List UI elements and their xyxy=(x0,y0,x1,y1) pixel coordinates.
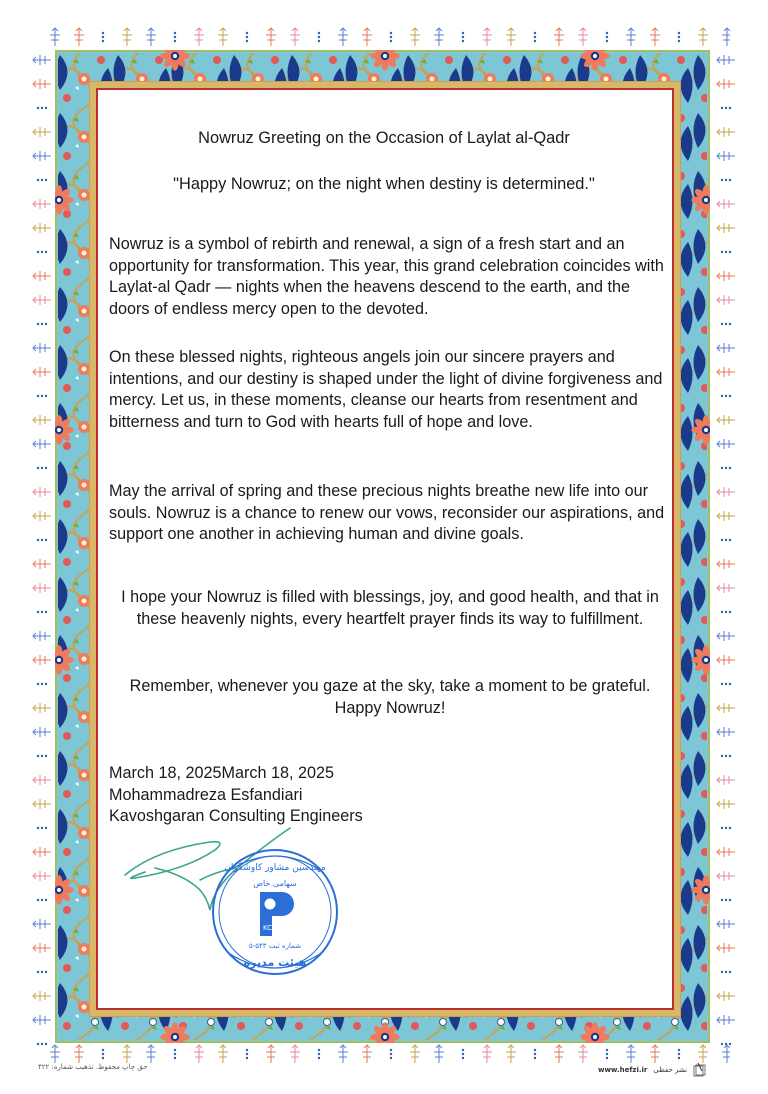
tassel-ornament xyxy=(266,28,276,46)
tassel-ornament xyxy=(717,271,735,281)
tassel-ornament xyxy=(717,847,735,857)
tassel-ornament xyxy=(37,395,47,397)
tassel-ornament xyxy=(33,943,51,953)
tassel-ornament xyxy=(721,899,731,901)
paragraph-3: May the arrival of spring and these precious nights breathe new life into our souls. Nowruz is a chance to renew our vows, reconsider our aspirations, and support one another in achieving human and divine goals. xyxy=(109,482,665,543)
tassel-ornament xyxy=(122,28,132,46)
tassel-ornament xyxy=(650,1045,660,1063)
tassel-ornament xyxy=(174,1049,176,1059)
tassel-ornament xyxy=(33,727,51,737)
tassel-ornament xyxy=(698,1045,708,1063)
tassel-ornament xyxy=(717,223,735,233)
signatory-name: Mohammadreza Esfandiari xyxy=(109,785,303,804)
stamp-sub-text: سهامی خاص xyxy=(253,879,297,888)
tassel-ornament xyxy=(717,199,735,209)
tassel-ornament xyxy=(721,539,731,541)
paragraph-4: I hope your Nowruz is filled with blessings, joy, and good health, and that in these heavenly nights, every heartfelt prayer finds its way to fulfillment. xyxy=(121,588,659,628)
tassel-ornament xyxy=(33,271,51,281)
tassel-ornament xyxy=(33,871,51,881)
tassel-pattern-top xyxy=(40,26,730,48)
tassel-ornament xyxy=(33,151,51,161)
tassel-ornament xyxy=(37,971,47,973)
tassel-ornament xyxy=(33,55,51,65)
tassel-ornament xyxy=(717,799,735,809)
tassel-ornament xyxy=(606,32,608,42)
paragraph-1: Nowruz is a symbol of rebirth and renewal, a sign of a fresh start and an opportunity for transformation. This year, this grand celebration coincides with Laylat-al Qadr — nights when the heavens descend to the earth, and the doors of endless mercy open to the devoted. xyxy=(109,235,664,318)
tassel-ornament xyxy=(462,32,464,42)
tassel-ornament xyxy=(578,28,588,46)
tassel-ornament xyxy=(554,1045,564,1063)
signature-block xyxy=(109,763,363,828)
stamp-graphic xyxy=(115,820,355,980)
tassel-ornament xyxy=(33,199,51,209)
tassel-ornament xyxy=(37,899,47,901)
tassel-ornament xyxy=(717,415,735,425)
tassel-ornament xyxy=(721,755,731,757)
stamp-logo-text: KCE xyxy=(263,924,277,932)
tassel-ornament xyxy=(717,439,735,449)
tassel-ornament xyxy=(37,539,47,541)
tassel-ornament xyxy=(434,1045,444,1063)
tassel-ornament xyxy=(338,1045,348,1063)
tassel-ornament xyxy=(37,755,47,757)
tassel-ornament xyxy=(717,55,735,65)
tassel-ornament xyxy=(290,28,300,46)
tassel-ornament xyxy=(717,79,735,89)
tassel-ornament xyxy=(410,1045,420,1063)
tassel-ornament xyxy=(37,827,47,829)
tassel-ornament xyxy=(626,1045,636,1063)
tassel-ornament xyxy=(721,467,731,469)
tassel-ornament xyxy=(218,1045,228,1063)
document-quote: "Happy Nowruz; on the night when destiny is determined." xyxy=(173,175,595,193)
tassel-ornament xyxy=(218,28,228,46)
tassel-ornament xyxy=(698,28,708,46)
tassel-ornament xyxy=(717,919,735,929)
tassel-ornament xyxy=(37,251,47,253)
tassel-ornament xyxy=(362,1045,372,1063)
ornament-strip-bottom xyxy=(40,1043,730,1065)
tassel-ornament xyxy=(33,775,51,785)
stamp-bottom-text: هیئت مدیره xyxy=(243,956,307,969)
tassel-ornament xyxy=(606,1049,608,1059)
tassel-ornament xyxy=(33,487,51,497)
tassel-ornament xyxy=(33,919,51,929)
tassel-ornament xyxy=(318,1049,320,1059)
tassel-ornament xyxy=(578,1045,588,1063)
tassel-ornament xyxy=(33,343,51,353)
tassel-ornament xyxy=(721,251,731,253)
tassel-ornament xyxy=(554,28,564,46)
tassel-ornament xyxy=(390,32,392,42)
tassel-ornament xyxy=(33,295,51,305)
publisher-name: نشر حفظی xyxy=(653,1066,688,1074)
tassel-ornament xyxy=(717,295,735,305)
tassel-ornament xyxy=(650,28,660,46)
tassel-ornament xyxy=(33,631,51,641)
tassel-ornament xyxy=(33,79,51,89)
tassel-ornament xyxy=(506,28,516,46)
tassel-ornament xyxy=(678,32,680,42)
tassel-ornament xyxy=(146,1045,156,1063)
tassel-pattern-bottom xyxy=(40,1043,730,1065)
tassel-ornament xyxy=(534,32,536,42)
tassel-ornament xyxy=(37,323,47,325)
book-quill-icon xyxy=(693,1063,707,1077)
document-title: Nowruz Greeting on the Occasion of Laylat al-Qadr xyxy=(198,129,570,147)
tassel-ornament xyxy=(434,28,444,46)
company-name: Kavoshgaran Consulting Engineers xyxy=(109,807,363,825)
tassel-ornament xyxy=(318,32,320,42)
tassel-ornament xyxy=(290,1045,300,1063)
tassel-ornament xyxy=(721,971,731,973)
tassel-ornament xyxy=(626,28,636,46)
tassel-ornament xyxy=(390,1049,392,1059)
tassel-ornament xyxy=(37,611,47,613)
tassel-ornament xyxy=(37,107,47,109)
tassel-ornament xyxy=(717,775,735,785)
tassel-ornament xyxy=(33,583,51,593)
tassel-ornament xyxy=(534,1049,536,1059)
tassel-ornament xyxy=(74,1045,84,1063)
tassel-ornament xyxy=(338,28,348,46)
tassel-ornament xyxy=(33,559,51,569)
tassel-ornament xyxy=(246,32,248,42)
tassel-ornament xyxy=(717,343,735,353)
tassel-ornament xyxy=(102,1049,104,1059)
ornament-strip-top xyxy=(40,26,730,48)
tassel-ornament xyxy=(506,1045,516,1063)
tassel-ornament xyxy=(721,1043,731,1045)
tassel-ornament xyxy=(717,703,735,713)
copyright-note: حق چاپ محفوظ. تذهیب شماره: ۴۲۲ xyxy=(38,1063,148,1071)
tassel-ornament xyxy=(194,1045,204,1063)
tassel-ornament xyxy=(37,683,47,685)
tassel-ornament xyxy=(717,655,735,665)
tassel-ornament xyxy=(33,223,51,233)
tassel-ornament xyxy=(122,1045,132,1063)
tassel-ornament xyxy=(717,727,735,737)
tassel-ornament xyxy=(721,683,731,685)
tassel-ornament xyxy=(717,511,735,521)
tassel-ornament xyxy=(717,583,735,593)
tassel-ornament xyxy=(146,28,156,46)
tassel-ornament xyxy=(717,151,735,161)
tassel-ornament xyxy=(74,28,84,46)
publisher-info xyxy=(598,1063,707,1077)
stamp-top-text: مهندسین مشاور کاوشگران xyxy=(224,863,326,873)
tassel-ornament xyxy=(33,655,51,665)
tassel-ornament xyxy=(33,415,51,425)
tassel-ornament xyxy=(721,323,731,325)
publisher-url[interactable]: www.hefzi.ir xyxy=(598,1066,648,1074)
tassel-ornament xyxy=(33,703,51,713)
tassel-ornament xyxy=(721,395,731,397)
tassel-ornament xyxy=(102,32,104,42)
tassel-ornament xyxy=(362,28,372,46)
tassel-ornament xyxy=(410,28,420,46)
paragraph-2: On these blessed nights, righteous angels join our sincere prayers and intentions, and our destiny is shaped under the light of divine forgiveness and mercy. Let us, in these moments, cleanse our hearts from resentment and bitterness and turn to God with hearts full of hope and love. xyxy=(109,348,663,431)
tassel-ornament xyxy=(717,367,735,377)
tassel-ornament xyxy=(174,32,176,42)
tassel-ornament xyxy=(717,559,735,569)
tassel-ornament xyxy=(717,943,735,953)
signature-and-stamp xyxy=(115,820,355,980)
tassel-ornament xyxy=(33,991,51,1001)
paragraph-5: Remember, whenever you gaze at the sky, take a moment to be grateful. Happy Nowruz! xyxy=(129,677,651,717)
stamp-reg-text: شماره ثبت ۵۴۳-۵ xyxy=(248,942,302,950)
tassel-ornament xyxy=(33,367,51,377)
tassel-ornament xyxy=(678,1049,680,1059)
tassel-ornament xyxy=(482,1045,492,1063)
tassel-ornament xyxy=(33,799,51,809)
tassel-ornament xyxy=(717,487,735,497)
tassel-ornament xyxy=(717,1015,735,1025)
tassel-ornament xyxy=(246,1049,248,1059)
tassel-ornament xyxy=(194,28,204,46)
tassel-ornament xyxy=(266,1045,276,1063)
tassel-ornament xyxy=(717,871,735,881)
tassel-ornament xyxy=(717,991,735,1001)
tassel-ornament xyxy=(717,631,735,641)
tassel-ornament xyxy=(721,827,731,829)
tassel-ornament xyxy=(462,1049,464,1059)
tassel-ornament xyxy=(33,511,51,521)
signature-date: March 18, 2025March 18, 2025 xyxy=(109,764,334,782)
company-stamp xyxy=(213,850,337,974)
tassel-ornament xyxy=(33,439,51,449)
tassel-ornament xyxy=(37,467,47,469)
tassel-ornament xyxy=(33,1015,51,1025)
tassel-ornament xyxy=(482,28,492,46)
tassel-ornament xyxy=(37,1043,47,1045)
tassel-ornament xyxy=(33,847,51,857)
tassel-ornament xyxy=(721,107,731,109)
tassel-ornament xyxy=(721,611,731,613)
